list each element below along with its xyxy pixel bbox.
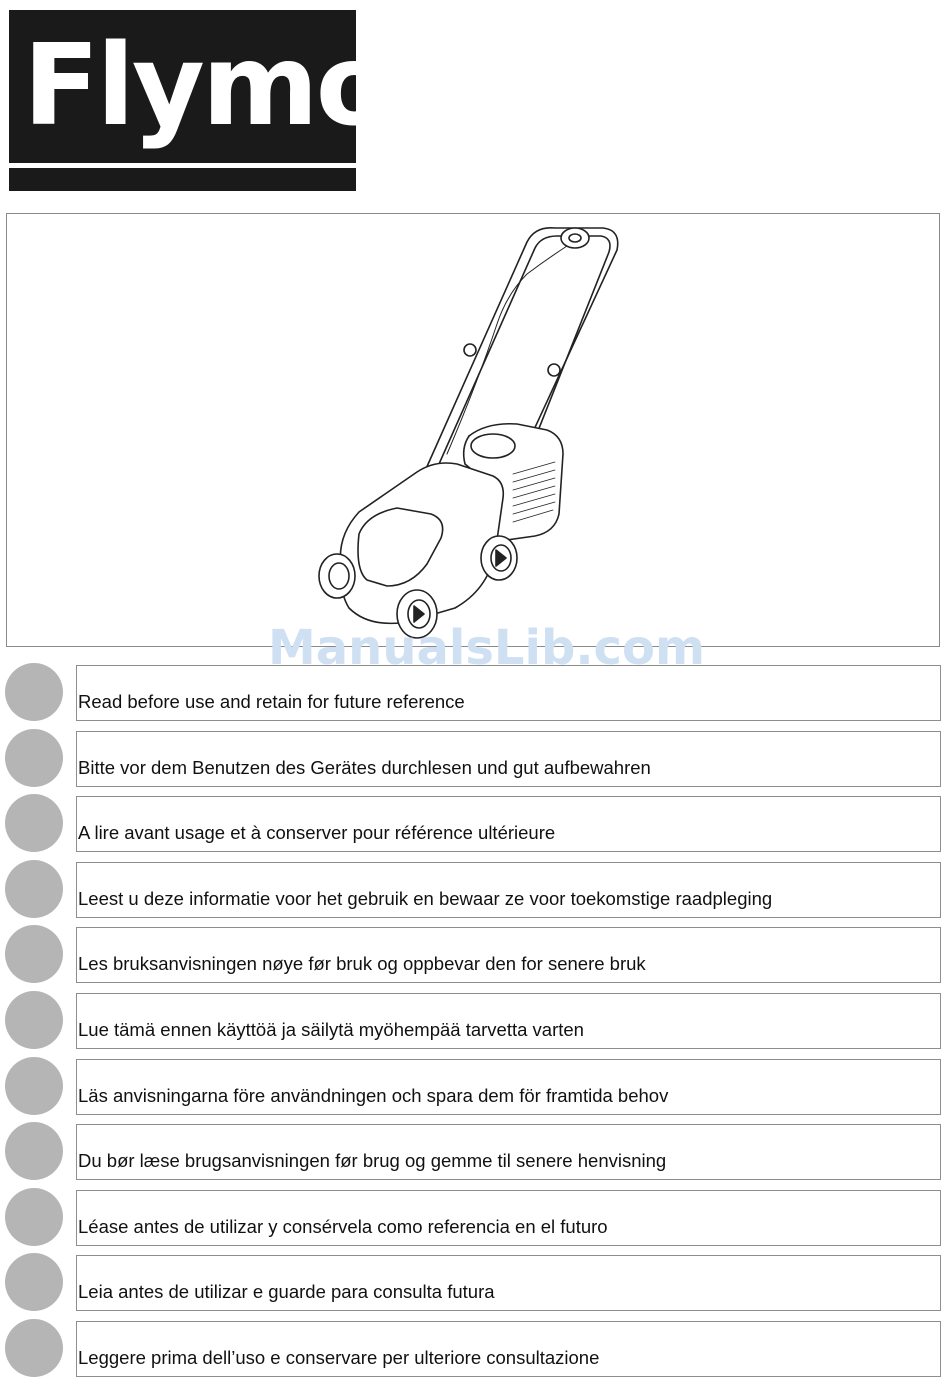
language-instruction-text: Lue tämä ennen käyttöä ja säilytä myöhempää tarvetta varten [78, 1019, 584, 1040]
language-instruction-box [76, 1124, 941, 1180]
language-instruction-box [76, 1321, 941, 1377]
language-row [0, 860, 950, 920]
logo-stripe [9, 163, 356, 168]
language-row [0, 1253, 950, 1313]
language-instruction-text: A lire avant usage et à conserver pour référence ultérieure [78, 822, 556, 843]
language-instruction-text: Leggere prima dell’uso e conservare per ulteriore consultazione [78, 1347, 600, 1368]
language-instruction-box [76, 1059, 941, 1115]
watermark: ManualsLib.com [268, 620, 705, 676]
language-instruction-box [76, 665, 941, 721]
language-marker [5, 1188, 63, 1246]
language-marker [5, 925, 63, 983]
language-row [0, 794, 950, 854]
language-instruction-text: Bitte vor dem Benutzen des Gerätes durchlesen und gut aufbewahren [78, 757, 651, 778]
language-row [0, 1057, 950, 1117]
language-marker [5, 794, 63, 852]
brand-name: Flymo [23, 21, 390, 151]
language-instruction-box [76, 862, 941, 918]
language-instruction-box [76, 796, 941, 852]
language-instruction-text: Les bruksanvisningen nøye før bruk og oppbevar den for senere bruk [78, 953, 646, 974]
language-instruction-text: Leia antes de utilizar e guarde para consulta futura [78, 1281, 495, 1302]
language-marker [5, 1319, 63, 1377]
language-instruction-text: Du bør læse brugsanvisningen før brug og gemme til senere henvisning [78, 1150, 667, 1171]
language-instruction-text: Leest u deze informatie voor het gebruik en bewaar ze voor toekomstige raadpleging [78, 888, 773, 909]
language-row [0, 729, 950, 789]
language-instruction-box [76, 1255, 941, 1311]
language-row [0, 663, 950, 723]
language-marker [5, 729, 63, 787]
language-marker [5, 1057, 63, 1115]
language-instruction-box [76, 1190, 941, 1246]
language-row [0, 1122, 950, 1182]
language-marker [5, 1253, 63, 1311]
language-instruction-text: Léase antes de utilizar y consérvela como referencia en el futuro [78, 1216, 608, 1237]
language-row [0, 991, 950, 1051]
flymo-logo [9, 10, 390, 191]
language-marker [5, 860, 63, 918]
language-row [0, 1319, 950, 1379]
language-instruction-box [76, 993, 941, 1049]
language-instruction-box [76, 731, 941, 787]
language-marker [5, 663, 63, 721]
language-row [0, 1188, 950, 1248]
language-instruction-box [76, 927, 941, 983]
language-instruction-text: Read before use and retain for future reference [78, 691, 465, 712]
product-illustration-frame [6, 213, 940, 647]
language-instruction-text: Läs anvisningarna före användningen och spara dem för framtida behov [78, 1085, 669, 1106]
language-marker [5, 1122, 63, 1180]
language-marker [5, 991, 63, 1049]
language-row [0, 925, 950, 985]
lawnmower-illustration [7, 214, 941, 648]
